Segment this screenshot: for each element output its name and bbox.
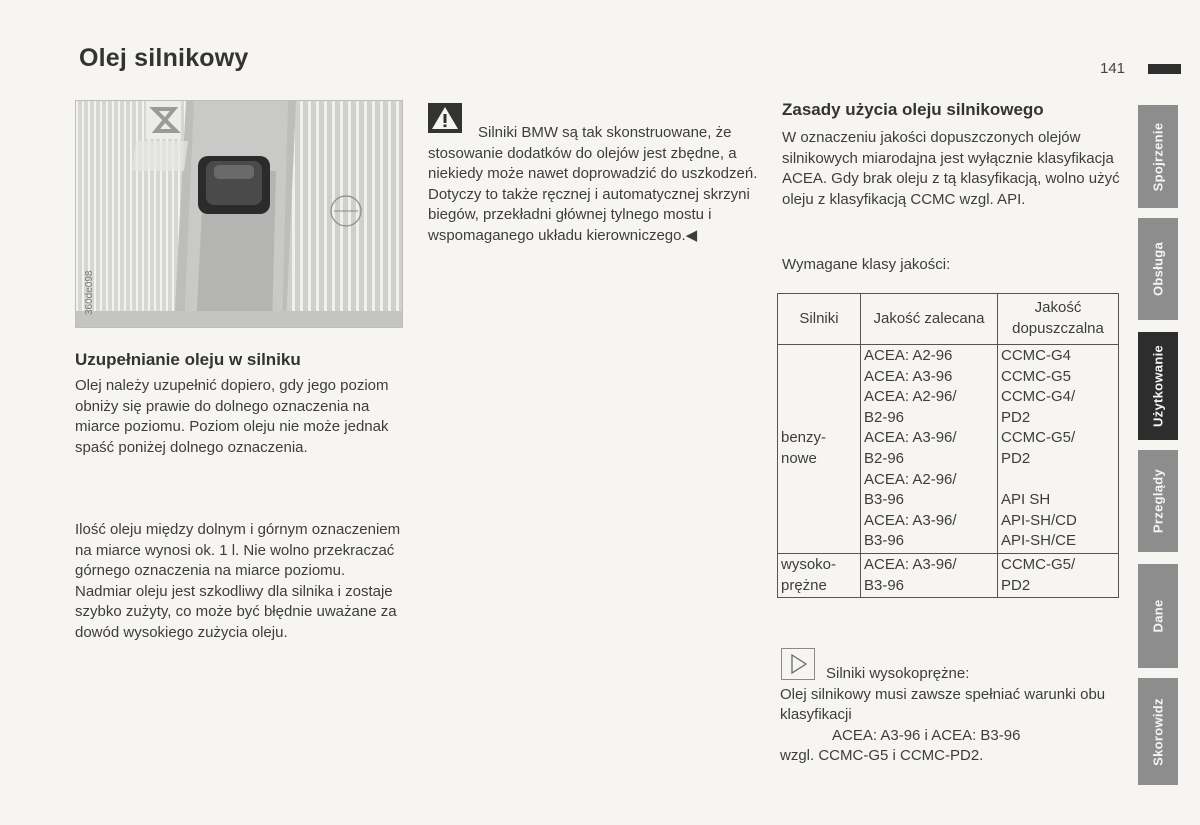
quality-entry: ACEA: A2-96/	[864, 470, 957, 488]
tab-label: Spojrzenie	[1150, 122, 1166, 191]
recommended-cell	[861, 553, 998, 597]
quality-entry: CCMC-G5	[1001, 367, 1071, 385]
quality-entry: API-SH/CD	[1001, 511, 1077, 529]
quality-entry: ACEA: A3-96/	[864, 429, 957, 447]
tab-label: Obsługa	[1150, 241, 1166, 297]
oil-quality-table	[777, 293, 1119, 598]
note-line-4: wzgl. CCMC-G5 i CCMC-PD2.	[780, 747, 984, 765]
table-header-row	[778, 294, 1119, 345]
refill-heading: Uzupełnianie oleju w silniku	[75, 350, 301, 369]
allowed-cell	[998, 345, 1119, 554]
table-header-engine: Silniki	[778, 294, 861, 345]
note-line-2: Olej silnikowy musi zawsze spełniać warunki obu klasyfikacji	[780, 685, 1106, 724]
page-number-bar	[1148, 64, 1181, 74]
quality-entry: B2-96	[864, 449, 905, 467]
required-classes-label: Wymagane klasy jakości:	[782, 256, 951, 273]
table-header-recommended: Jakość zalecana	[861, 294, 998, 345]
tab-label: Dane	[1150, 599, 1166, 633]
quality-entry: ACEA: A3-96/	[864, 511, 957, 529]
page-title: Olej silnikowy	[79, 44, 249, 72]
table-row	[778, 553, 1119, 597]
quality-entry: CCMC-G5/	[1001, 429, 1076, 447]
tab-skorowidz[interactable]	[1138, 678, 1178, 785]
note-line-3: ACEA: A3-96 i ACEA: B3-96	[832, 726, 1021, 744]
tab-obsluga[interactable]	[1138, 218, 1178, 320]
quality-entry: B3-96	[864, 576, 905, 594]
table-header-allowed: Jakość dopuszczalna	[998, 294, 1119, 345]
table-row	[778, 345, 1119, 554]
quality-entry: CCMC-G5/	[1001, 555, 1076, 573]
rules-heading: Zasady użycia oleju silnikowego	[782, 100, 1044, 119]
quality-entry: PD2	[1001, 449, 1031, 467]
tab-label: Skorowidz	[1150, 697, 1166, 766]
tab-uzytkowanie[interactable]	[1138, 332, 1178, 440]
tab-przeglady[interactable]	[1138, 450, 1178, 552]
tab-dane[interactable]	[1138, 564, 1178, 668]
quality-entry	[1001, 470, 1115, 491]
tab-label: Użytkowanie	[1150, 344, 1166, 428]
page-number: 141	[1100, 60, 1126, 77]
note-arrow-icon	[781, 648, 815, 680]
allowed-cell	[998, 553, 1119, 597]
quality-entry: API SH	[1001, 491, 1051, 509]
quality-entry: ACEA: A3-96	[864, 367, 953, 385]
quality-entry: B3-96	[864, 491, 905, 509]
tab-label: Przeglądy	[1150, 468, 1166, 534]
quality-entry: ACEA: A2-96	[864, 347, 953, 364]
recommended-cell	[861, 345, 998, 554]
diesel-note	[780, 664, 1120, 767]
quality-entry: CCMC-G4	[1001, 347, 1071, 364]
quality-entry: PD2	[1001, 408, 1031, 426]
engine-illustration	[76, 101, 402, 327]
refill-paragraph-1: Olej należy uzupełnić dopiero, gdy jego poziom obniży się prawie do dolnego oznaczenia na miarce poziomu. Poziom oleju nie może jednak spaść poniżej dolnego oznaczenia.	[75, 377, 389, 456]
quality-entry: PD2	[1001, 576, 1031, 594]
engine-type-cell: benzy-nowe	[778, 345, 861, 554]
note-line-1: Silniki wysokoprężne:	[826, 665, 970, 682]
rules-paragraph: W oznaczeniu jakości dopuszczonych olejów silnikowych miarodajna jest wyłącznie klasyfikacja ACEA. Gdy brak oleju z tą klasyfikacją, wolno użyć oleju z klasyfikacją CCMC wzgl. API.	[782, 129, 1120, 208]
warning-text: Silniki BMW są tak skonstruowane, że stosowanie dodatków do olejów jest zbędne, a niekiedy może nawet doprowadzić do uszkodzeń. Dotyczy to także ręcznej i automatycznej skrzyni biegów, przekładni głównej tylnego mostu i wspomaganego układu kierowniczego.◀	[428, 124, 758, 244]
quality-entry: ACEA: A3-96/	[864, 555, 957, 573]
quality-entry: ACEA: A2-96/	[864, 388, 957, 406]
quality-entry: B2-96	[864, 408, 905, 426]
quality-entry: API-SH/CE	[1001, 532, 1077, 550]
engine-type-cell: wysoko-prężne	[778, 553, 861, 597]
engine-oil-cap-photo	[75, 100, 403, 328]
quality-entry: CCMC-G4/	[1001, 388, 1076, 406]
refill-paragraph-2: Ilość oleju między dolnym i górnym oznaczeniem na miarce wynosi ok. 1 l. Nie wolno przekraczać górnego oznaczenia na miarce poziomu. Nadmiar oleju jest szkodliwy dla silnika i zostaje szybko zużyty, co może być błędnie uważane za dowód wysokiego zużycia oleju.	[75, 521, 401, 641]
photo-code: 360de098	[84, 270, 95, 315]
quality-entry: B3-96	[864, 532, 905, 550]
warning-icon	[428, 103, 462, 133]
tab-spojrzenie[interactable]	[1138, 105, 1178, 208]
